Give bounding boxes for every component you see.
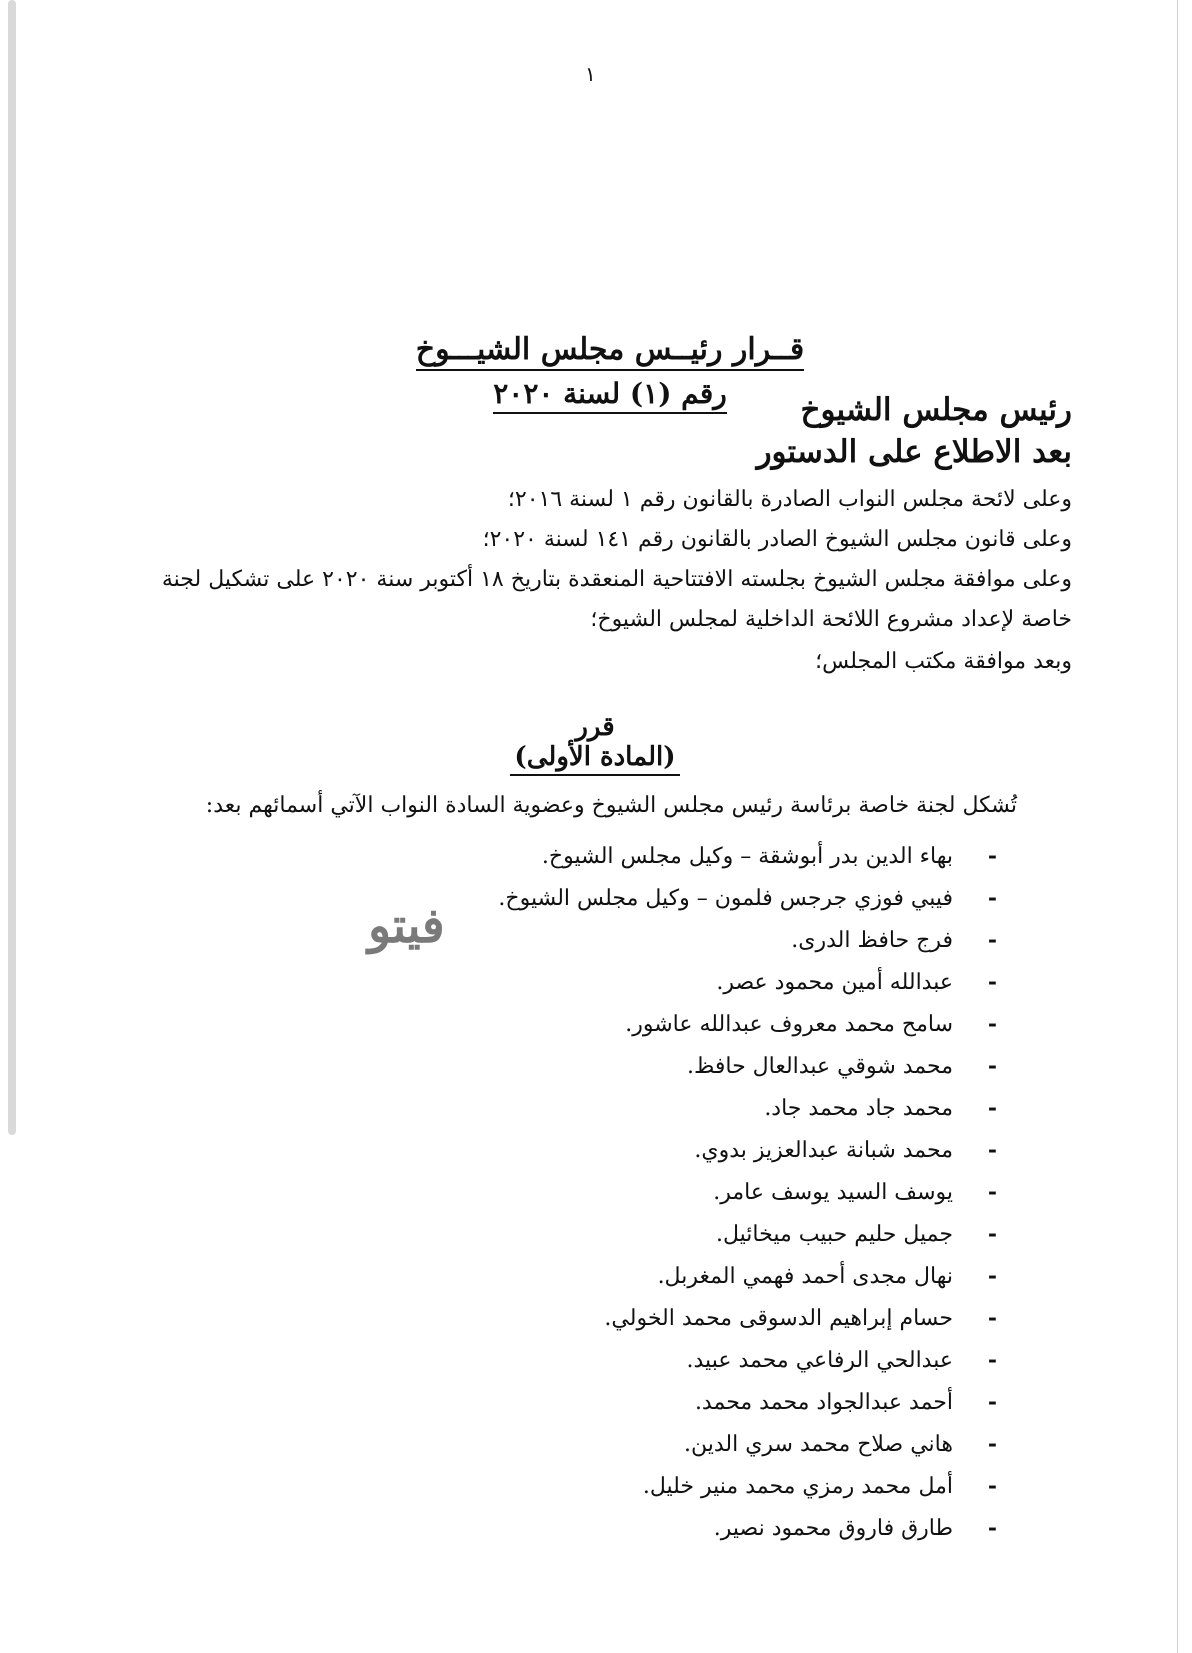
member-item — [277, 835, 997, 877]
member-item — [277, 1465, 997, 1507]
bullet: - — [987, 1137, 997, 1163]
preamble-line-2: وعلى قانون مجلس الشيوخ الصادر بالقانون رقم ١٤١ لسنة ٢٠٢٠؛ — [482, 527, 1072, 552]
watermark-text: فيتو — [368, 898, 445, 954]
article-intro: تُشكل لجنة خاصة برئاسة رئيس مجلس الشيوخ وعضوية السادة النواب الآتي أسمائهم بعد: — [205, 793, 1017, 818]
member-name: يوسف السيد يوسف عامر. — [713, 1180, 953, 1205]
bullet: - — [987, 1305, 997, 1331]
bullet: - — [987, 1389, 997, 1415]
page-edge — [1177, 0, 1178, 1653]
bullet: - — [987, 1515, 997, 1541]
bullet: - — [987, 969, 997, 995]
member-name: محمد شبانة عبدالعزيز بدوي. — [694, 1138, 953, 1163]
bullet: - — [987, 1179, 997, 1205]
member-item — [277, 1339, 997, 1381]
bullet: - — [987, 1053, 997, 1079]
decree-number: رقم (١) لسنة ٢٠٢٠ — [493, 377, 726, 414]
member-item — [277, 961, 997, 1003]
member-name: هاني صلاح محمد سري الدين. — [683, 1432, 953, 1457]
decision-word: قرر — [575, 712, 615, 742]
member-item — [277, 1255, 997, 1297]
member-item — [277, 1003, 997, 1045]
preamble-heading: بعد الاطلاع على الدستور — [756, 434, 1072, 470]
authority-heading: رئيس مجلس الشيوخ — [800, 392, 1072, 428]
member-name: عبدالحي الرفاعي محمد عبيد. — [686, 1348, 953, 1373]
article-title: (المادة الأولى) — [510, 742, 679, 776]
member-item — [277, 1297, 997, 1339]
decree-title-block — [360, 332, 860, 414]
preamble-line-4: وبعد موافقة مكتب المجلس؛ — [815, 649, 1072, 674]
member-name: فيبي فوزي جرجس فلمون – وكيل مجلس الشيوخ. — [498, 886, 953, 911]
member-item — [277, 1129, 997, 1171]
member-item — [277, 1171, 997, 1213]
member-name: طارق فاروق محمود نصير. — [713, 1516, 953, 1541]
bullet: - — [987, 1095, 997, 1121]
member-name: جميل حليم حبيب ميخائيل. — [716, 1222, 953, 1247]
member-name: عبدالله أمين محمود عصر. — [716, 970, 953, 995]
member-item — [277, 1423, 997, 1465]
bullet: - — [987, 1221, 997, 1247]
decision-block — [480, 712, 710, 776]
decree-title: قــرار رئيــس مجلس الشيـــوخ — [416, 332, 804, 371]
member-item — [277, 1381, 997, 1423]
bullet: - — [987, 1347, 997, 1373]
member-name: محمد شوقي عبدالعال حافظ. — [686, 1054, 953, 1079]
member-name: محمد جاد محمد جاد. — [764, 1096, 953, 1121]
member-name: أمل محمد رمزي محمد منير خليل. — [642, 1474, 953, 1499]
bullet: - — [987, 1263, 997, 1289]
bullet: - — [987, 1011, 997, 1037]
member-name: بهاء الدين بدر أبوشقة – وكيل مجلس الشيوخ. — [541, 844, 953, 869]
page-number: ١ — [585, 62, 596, 86]
member-item — [277, 1087, 997, 1129]
member-item — [277, 1045, 997, 1087]
scrollbar[interactable] — [8, 0, 16, 1135]
member-item — [277, 1507, 997, 1549]
bullet: - — [987, 885, 997, 911]
member-name: أحمد عبدالجواد محمد محمد. — [694, 1390, 953, 1415]
member-name: حسام إبراهيم الدسوقى محمد الخولي. — [604, 1306, 953, 1331]
preamble-line-1: وعلى لائحة مجلس النواب الصادرة بالقانون رقم ١ لسنة ٢٠١٦؛ — [507, 487, 1072, 512]
bullet: - — [987, 1473, 997, 1499]
preamble-line-3: وعلى موافقة مجلس الشيوخ بجلسته الافتتاحية المنعقدة بتاريخ ١٨ أكتوبر سنة ٢٠٢٠ على تشكيل لجنة خاصة لإعداد مشروع اللائحة الداخلية لمجلس الشيوخ؛ — [161, 567, 1072, 632]
member-name: سامح محمد معروف عبدالله عاشور. — [625, 1012, 953, 1037]
bullet: - — [987, 843, 997, 869]
member-item — [277, 1213, 997, 1255]
watermark-logo — [368, 898, 445, 954]
member-name: فرج حافظ الدرى. — [791, 928, 953, 953]
bullet: - — [987, 1431, 997, 1457]
member-name: نهال مجدى أحمد فهمي المغربل. — [657, 1264, 953, 1289]
bullet: - — [987, 927, 997, 953]
